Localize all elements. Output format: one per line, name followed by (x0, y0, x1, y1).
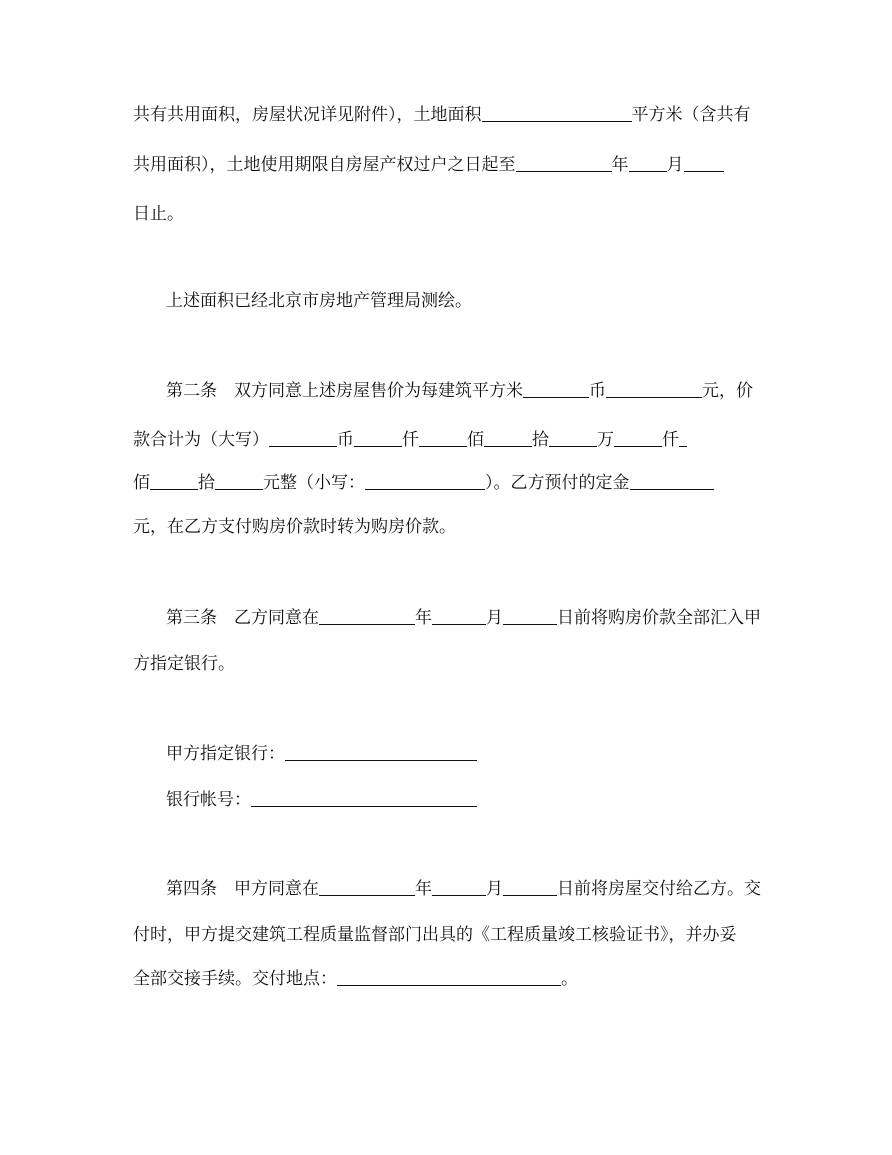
payment-day-blank[interactable] (503, 607, 557, 625)
hundred-thousand-blank[interactable] (484, 429, 532, 447)
text: 上述面积已经北京市房地产管理局测绘。 (166, 291, 472, 311)
article-4-line-3 (133, 968, 578, 990)
text: 币 (337, 430, 354, 450)
unit-currency-blank[interactable] (523, 380, 589, 398)
article-2-line-1 (166, 380, 753, 402)
text: 方指定银行。 (133, 654, 235, 674)
article-2-line-4 (133, 516, 456, 538)
text: 元，在乙方支付购房价款时转为购房价款。 (133, 517, 456, 537)
term-year-blank[interactable] (516, 154, 612, 172)
article-2-line-3 (133, 472, 714, 494)
article-4-line-1 (166, 878, 761, 900)
text: 币 (589, 381, 606, 401)
text: ）。乙方预付的定金 (485, 473, 630, 493)
delivery-day-blank[interactable] (503, 878, 557, 896)
article-3-line-2 (133, 653, 235, 675)
text: 共有共用面积，房屋状况详见附件），土地面积 (133, 105, 482, 125)
text: 第二条 双方同意上述房屋售价为每建筑平方米 (166, 381, 523, 401)
delivery-year-blank[interactable] (319, 878, 415, 896)
text: 仟 (662, 430, 679, 450)
text: 日前将房屋交付给乙方。交 (557, 879, 761, 899)
article-3-line-1 (166, 607, 761, 629)
text: 全部交接手续。交付地点： (133, 969, 337, 989)
million-blank[interactable] (419, 429, 467, 447)
text: 拾 (198, 473, 215, 493)
text: 日前将购房价款全部汇入甲 (557, 608, 761, 628)
text: 年 (415, 879, 432, 899)
account-label: 银行帐号： (166, 790, 251, 810)
payment-month-blank[interactable] (432, 607, 486, 625)
term-month-blank[interactable] (629, 154, 667, 172)
hundred-lead-blank[interactable] (679, 429, 687, 447)
account-number-blank[interactable] (251, 789, 477, 807)
amount-figures-blank[interactable] (365, 472, 485, 490)
tens-blank[interactable] (150, 472, 198, 490)
text: 款合计为（大写） (133, 430, 269, 450)
bank-label: 甲方指定银行： (166, 744, 285, 764)
text: 月 (666, 155, 684, 175)
ones-blank[interactable] (215, 472, 263, 490)
text: 。 (561, 969, 578, 989)
land-area-line-2 (133, 154, 724, 176)
text: 年 (415, 608, 432, 628)
text: 仟 (402, 430, 419, 450)
survey-note (166, 290, 472, 312)
text: 佰 (133, 473, 150, 493)
bank-line (166, 743, 477, 765)
article-4-line-2 (133, 924, 737, 946)
unit-price-blank[interactable] (606, 380, 702, 398)
text: 日止。 (133, 204, 184, 224)
text: 共用面积），土地使用期限自房屋产权过户之日起至 (133, 155, 516, 175)
text: 元，价 (702, 381, 753, 401)
ten-million-blank[interactable] (354, 429, 402, 447)
article-2-line-2 (133, 429, 687, 451)
account-line (166, 789, 477, 811)
land-area-line-1 (133, 104, 751, 126)
text: 月 (486, 608, 503, 628)
text: 佰 (467, 430, 484, 450)
text: 平方米（含共有 (631, 105, 751, 125)
ten-thousand-blank[interactable] (549, 429, 597, 447)
deposit-blank[interactable] (630, 472, 714, 490)
bank-name-blank[interactable] (285, 743, 477, 761)
text: 付时，甲方提交建筑工程质量监督部门出具的《工程质量竣工核验证书》，并办妥 (133, 925, 737, 945)
text: 月 (486, 879, 503, 899)
total-currency-blank[interactable] (269, 429, 337, 447)
delivery-month-blank[interactable] (432, 878, 486, 896)
text: 万 (597, 430, 614, 450)
text: 元整（小写： (263, 473, 365, 493)
land-area-line-3 (133, 203, 184, 225)
land-area-blank[interactable] (482, 104, 632, 122)
text: 拾 (532, 430, 549, 450)
text: 第三条 乙方同意在 (166, 608, 319, 628)
term-day-blank[interactable] (684, 154, 724, 172)
delivery-place-blank[interactable] (337, 968, 561, 986)
thousand-blank[interactable] (614, 429, 662, 447)
text: 年 (611, 155, 629, 175)
payment-year-blank[interactable] (319, 607, 415, 625)
text: 第四条 甲方同意在 (166, 879, 319, 899)
